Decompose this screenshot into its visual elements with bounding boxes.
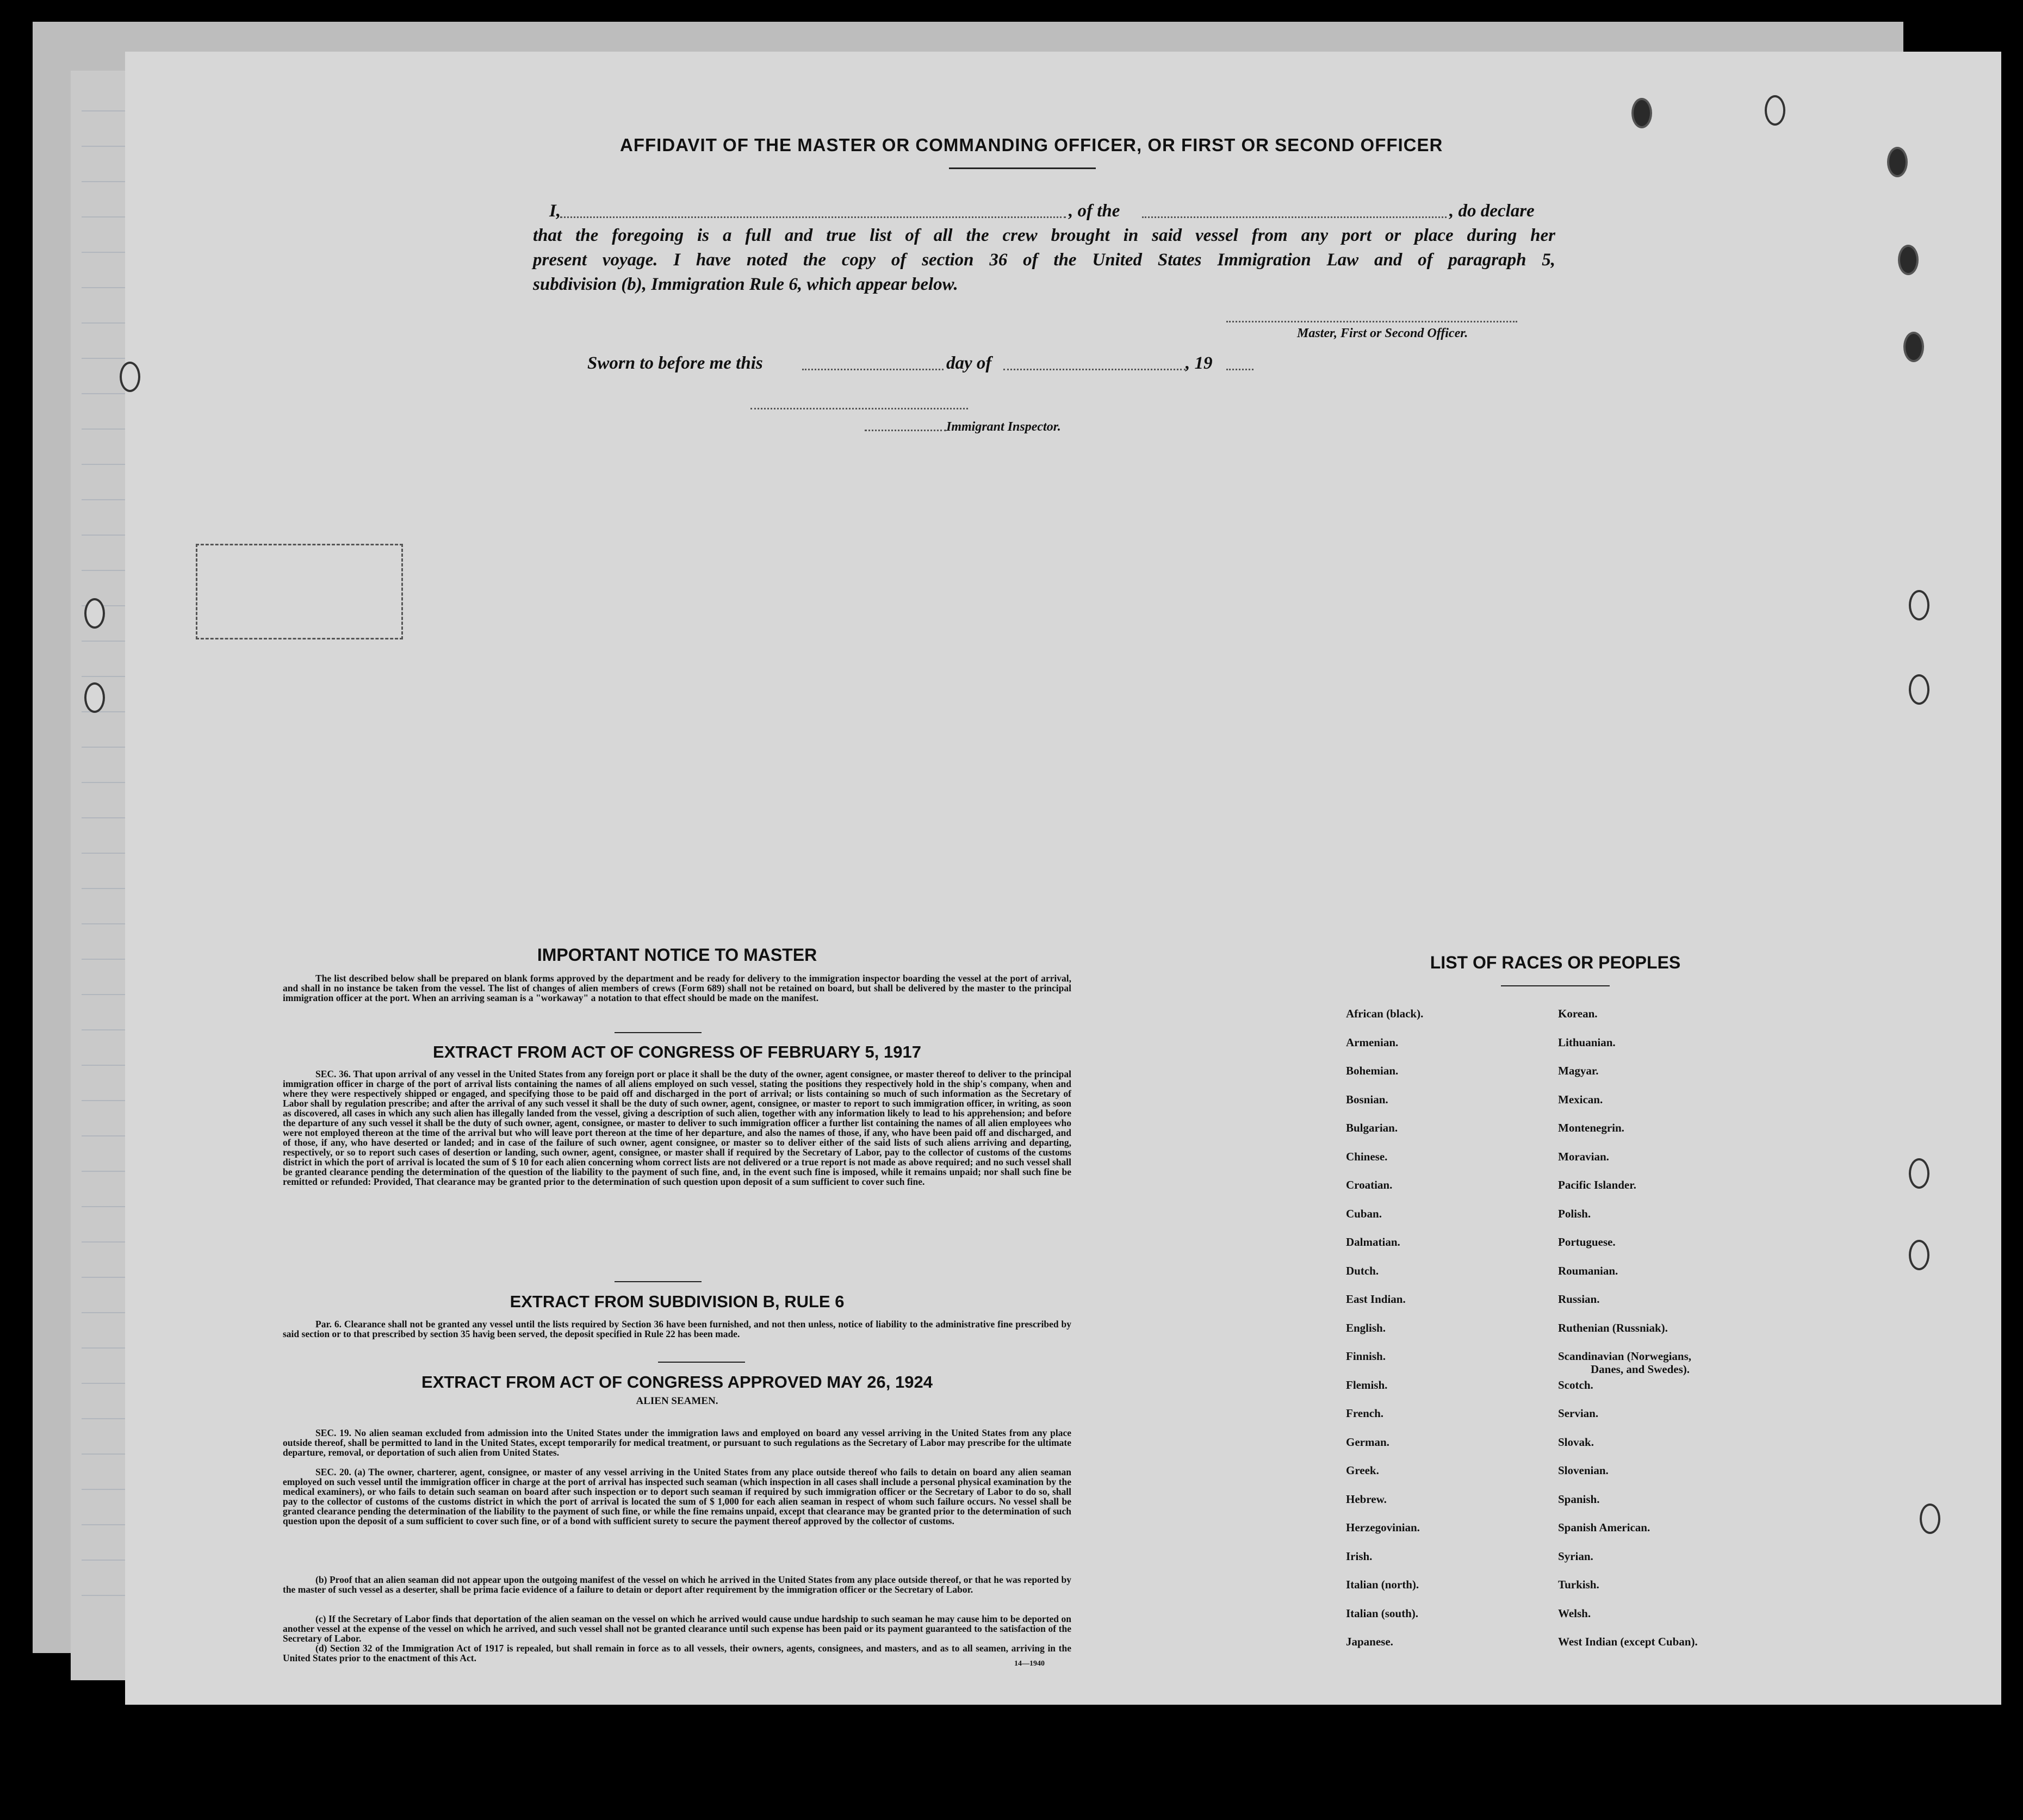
race-item: Flemish. (1346, 1378, 1388, 1392)
race-item: Mexican. (1558, 1092, 1603, 1106)
faded-stamp-box (196, 544, 403, 639)
race-item: Greek. (1346, 1464, 1379, 1477)
inspector-signature-line-short (865, 430, 946, 431)
race-item: English. (1346, 1321, 1386, 1334)
race-item: Bulgarian. (1346, 1121, 1398, 1134)
races-title: LIST OF RACES OR PEOPLES (1430, 953, 1681, 972)
race-item: Pacific Islander. (1558, 1178, 1636, 1191)
race-item: Turkish. (1558, 1578, 1599, 1591)
extract3-sec19: SEC. 19. No alien seaman excluded from admission into the United States under the immigration laws and employed on board any vessel arriving in the United States from any place outside thereof, shall be permitted to land in the United States, except temporarily for medical treatment, or pursuant to such regulations as the Secretary of Labor may prescribe for the ultimate departure, removal, or deportation of such alien from United States. (283, 1427, 1071, 1458)
race-item: Herzegovinian. (1346, 1521, 1420, 1534)
race-item: Scotch. (1558, 1378, 1593, 1392)
extract3-sec20b: (b) Proof that an alien seaman did not appear upon the outgoing manifest of the vessel on which he arrived in the United States from any place outside thereof, or that he was reported by the master of such vessel as a deserter, shall be prima facie evidence of a failure to detain or deport after requirement by the immigration officer or the Secretary of Labor. (283, 1574, 1071, 1595)
race-item: West Indian (except Cuban). (1558, 1635, 1698, 1648)
race-item: Servian. (1558, 1407, 1599, 1420)
race-item: Scandinavian (Norwegians, (1558, 1350, 1692, 1363)
punch-hole-icon (1909, 590, 1929, 620)
race-item: Welsh. (1558, 1606, 1591, 1620)
punch-hole-icon (1887, 147, 1908, 177)
punch-hole-icon (1903, 332, 1924, 362)
race-item: Polish. (1558, 1207, 1591, 1220)
race-item: Lithuanian. (1558, 1035, 1616, 1049)
race-item: Irish. (1346, 1549, 1373, 1563)
race-item: Spanish American. (1558, 1521, 1650, 1534)
race-item: Cuban. (1346, 1207, 1382, 1220)
extract3-sec20d: (d) Section 32 of the Immigration Act of 1917 is repealed, but shall remain in force as to all vessels, their owners, agents, consignees, and masters, and as to all seamen, arriving in the United States prior to the enactment of this Act. (283, 1643, 1071, 1663)
punch-hole-icon (1898, 245, 1919, 275)
race-item: Croatian. (1346, 1178, 1393, 1191)
race-item: French. (1346, 1407, 1384, 1420)
divider (658, 1362, 745, 1363)
sworn-year-blank (1226, 369, 1253, 370)
notice-body: The list described below shall be prepared on blank forms approved by the department and be ready for delivery to the immigration inspector boarding the vessel at the port of arrival, and shall in no instance be taken from the vessel. The list of changes of alien members of crews (Form 689) shall not be retained on board, but shall be delivered by the master to the principal immigration officer at the port. When an arriving seaman is a "workaway" a notation to that effect should be made on the manifest. (283, 973, 1071, 1003)
sworn-text-mid: day of (946, 353, 992, 373)
race-item: German. (1346, 1435, 1389, 1449)
punch-hole-icon (84, 598, 105, 629)
extract3-title: EXTRACT FROM ACT OF CONGRESS APPROVED MAY 26, 1924 (421, 1372, 933, 1392)
race-item: Chinese. (1346, 1150, 1388, 1163)
extract3-sec20a: SEC. 20. (a) The owner, charterer, agent, consignee, or master of any vessel arriving in the United States from any place outside thereof who fails to detain on board any alien seaman employed on such vessel until the immigration officer in charge at the port of arrival has inspected such seaman (which inspection in all cases shall include a personal physical examination by the medical examiners), or who fails to detain such seaman on board after such inspection or to deport such seaman if required by such immigration officer or the Secretary of Labor to do so, shall pay to the collector of customs of the customs district in which the port of arrival is located the sum of $ 1,000 for each alien seaman in respect of whom such failure occurs. No vessel shall be granted clearance pending the determination of the liability to the payment of such fine, or while the fine remains unpaid, except that clearance may be granted prior to the determination of such question upon the deposit of a sum sufficient to cover such fine, or of a bond with sufficient surety to secure the payment thereof approved by the collector of customs. (283, 1467, 1071, 1526)
inspector-signature-label: Immigrant Inspector. (946, 420, 1061, 434)
race-item: Hebrew. (1346, 1492, 1387, 1506)
extract2-title: EXTRACT FROM SUBDIVISION B, RULE 6 (510, 1292, 845, 1311)
race-item: Dutch. (1346, 1264, 1379, 1277)
inspector-signature-line (750, 408, 968, 409)
race-item: Bosnian. (1346, 1092, 1388, 1106)
race-item: Italian (north). (1346, 1578, 1419, 1591)
punch-hole-icon (1765, 95, 1785, 126)
race-item: Syrian. (1558, 1549, 1593, 1563)
punch-hole-icon (1909, 1158, 1929, 1189)
notice-title: IMPORTANT NOTICE TO MASTER (537, 945, 817, 965)
sworn-year-label: , 19 (1186, 353, 1213, 373)
title-underline (949, 167, 1096, 169)
extract2-body: Par. 6. Clearance shall not be granted any vessel until the lists required by Section 36 have been furnished, and not then unless, notice of liability to the administrative fine prescribed by said section or to that prescribed by section 35 havig been served, the deposit specified in Rule 22 has been made. (283, 1319, 1071, 1339)
affidavit-line3: present voyage. I have noted the copy of section 36 of the United States Immigration Law and of paragraph 5, (533, 250, 1555, 270)
extract1-body: SEC. 36. That upon arrival of any vessel in the United States from any foreign port or place it shall be the duty of the owner, agent consignee, or master thereof to deliver to the principal immigration officer in charge of the port of arrival lists containing the names of all aliens employed on such vessel, stating the positions they respectively hold in the ship's company, when and where they were respectively shipped or engaged, and specifying those to be paid off and discharged in the port of arrival; or lists containing so much of such information as the Secretary of Labor shall by regulation prescribe; and after the arrival of any such vessel it shall be the duty of such owner, agent, consignee, or master to report to such immigration officer, in writing, as soon as discovered, all cases in which any such alien has illegally landed from the vessel, giving a description of such alien, together with any information likely to lead to his apprehension; and before the departure of any such vessel it shall be the duty of such owner, agent, consignee, or master to deliver to such immigration officer a further list containing the names of all alien employees who were not employed thereon at the time of the arrival but who will leave port thereon at the time of her departure, and also the names of those, if any, who have been paid off and discharged, and of those, if any, who have deserted or landed; and in case of the failure of such owner, agent consignee, or master so to deliver either of the said lists of such aliens arriving and departing, respectively, or so to report such cases of desertion or landing, such owner, agent, consignee, or master shall if required by the Secretary of Labor, pay to the collector of customs of the customs district in which the port of arrival is located the sum of $ 10 for each alien concerning whom correct lists are not delivered or a true report is not made as above required; and no such vessel shall be granted clearance pending the determination of the question of the liability to the payment of such fine, and, in the event such fine is imposed, while it remains unpaid; nor shall such fine be remitted or refunded: Provided, That clearance may be granted prior to the determination of such question upon deposit of a sum sufficient to cover such fine. (283, 1069, 1071, 1187)
master-signature-line (1226, 321, 1517, 322)
name-blank (560, 216, 1066, 218)
punch-hole-icon (1909, 674, 1929, 705)
race-item: Dalmatian. (1346, 1235, 1400, 1248)
affidavit-line2: that the foregoing is a full and true list of all the crew brought in said vessel from any port or place during her (533, 226, 1555, 245)
race-item: Montenegrin. (1558, 1121, 1624, 1134)
ruled-lines-edge (82, 76, 131, 1626)
punch-hole-icon (84, 682, 105, 713)
race-item: Roumanian. (1558, 1264, 1618, 1277)
race-item: Ruthenian (Russniak). (1558, 1321, 1668, 1334)
punch-hole-icon (1909, 1240, 1929, 1270)
race-item: Moravian. (1558, 1150, 1609, 1163)
affidavit-title: AFFIDAVIT OF THE MASTER OR COMMANDING OFFICER, OR FIRST OR SECOND OFFICER (620, 135, 1443, 155)
affidavit-line4: subdivision (b), Immigration Rule 6, which appear below. (533, 275, 958, 294)
extract3-subtitle: ALIEN SEAMEN. (636, 1395, 718, 1407)
extract1-title: EXTRACT FROM ACT OF CONGRESS OF FEBRUARY 5, 1917 (433, 1042, 921, 1061)
sworn-day-blank (802, 369, 944, 370)
sworn-text-start: Sworn to before me this (587, 353, 763, 373)
race-item: Spanish. (1558, 1492, 1600, 1506)
vessel-blank (1142, 216, 1447, 218)
race-item: Finnish. (1346, 1350, 1386, 1363)
race-item: African (black). (1346, 1007, 1424, 1020)
form-number: 14—1940 (1014, 1660, 1045, 1668)
race-item: Korean. (1558, 1007, 1598, 1020)
race-item: Russian. (1558, 1293, 1600, 1306)
divider (615, 1032, 702, 1033)
race-item: East Indian. (1346, 1293, 1406, 1306)
affidavit-line1-end: , do declare (1449, 201, 1535, 221)
race-item: Slovak. (1558, 1435, 1594, 1449)
race-item-continuation: Danes, and Swedes). (1591, 1363, 1690, 1376)
divider (1501, 985, 1610, 986)
sworn-month-blank (1003, 369, 1186, 370)
punch-hole-icon (120, 362, 140, 392)
punch-hole-icon (1920, 1504, 1940, 1534)
race-item: Armenian. (1346, 1035, 1399, 1049)
race-item: Portuguese. (1558, 1235, 1616, 1248)
race-item: Bohemian. (1346, 1064, 1399, 1077)
extract3-sec20c: (c) If the Secretary of Labor finds that deportation of the alien seaman on the vessel on which he arrived would cause undue hardship to such seaman he may cause him to be deported on another vessel at the expense of the vessel on which he arrived, and such vessel shall not be granted clearance until such expense has been paid or its payment guaranteed to the satisfaction of the Secretary of Labor. (283, 1613, 1071, 1644)
divider (615, 1281, 702, 1282)
affidavit-line1-start: I, (549, 201, 561, 221)
race-item: Magyar. (1558, 1064, 1599, 1077)
punch-hole-icon (1631, 98, 1652, 128)
master-signature-label: Master, First or Second Officer. (1297, 326, 1468, 340)
race-item: Japanese. (1346, 1635, 1393, 1648)
affidavit-line1-mid: , of the (1069, 201, 1120, 221)
race-item: Slovenian. (1558, 1464, 1609, 1477)
race-item: Italian (south). (1346, 1606, 1419, 1620)
